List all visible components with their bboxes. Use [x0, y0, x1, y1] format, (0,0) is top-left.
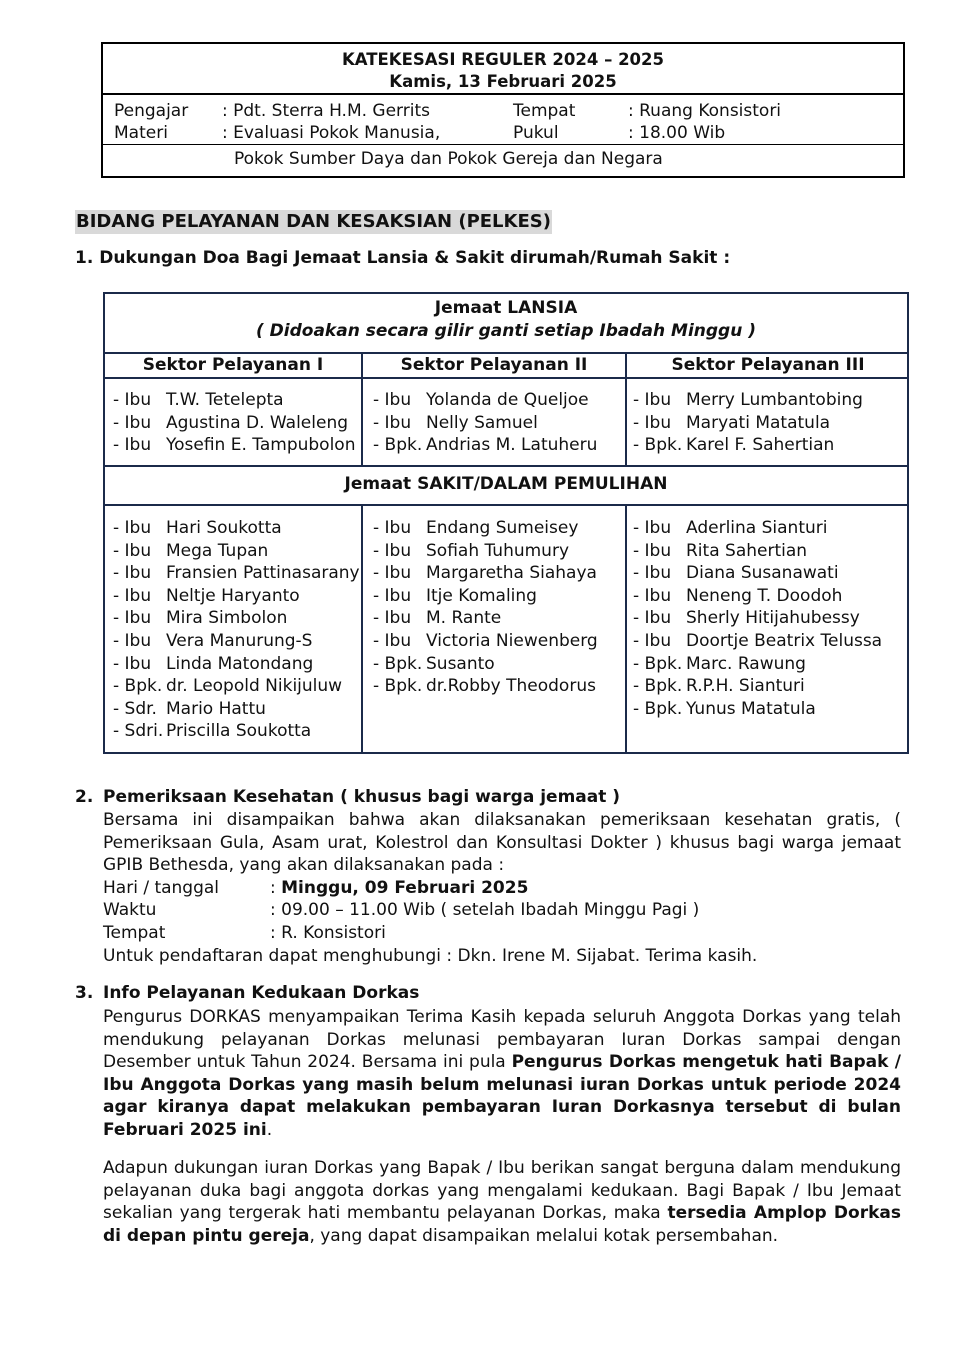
item3-paragraph-1 — [103, 1006, 901, 1142]
materi-label: Materi — [114, 123, 168, 143]
person-name: Neneng T. Doodoh — [686, 585, 843, 606]
lansia-sektor-1 — [113, 389, 355, 457]
title-prefix: - Bpk. — [373, 676, 423, 697]
tempat2-value: : R. Konsistori — [270, 923, 386, 943]
title-prefix: - Ibu — [113, 435, 152, 456]
list-item — [113, 653, 360, 676]
person-name: dr.Robby Theodorus — [426, 676, 596, 697]
pukul-label: Pukul — [513, 123, 559, 143]
title-prefix: - Ibu — [373, 563, 412, 584]
item3-paragraph-2 — [103, 1157, 901, 1247]
item2-number: 2. — [75, 787, 94, 807]
person-name: Endang Sumeisey — [426, 518, 579, 538]
title-prefix: - Bpk. — [373, 653, 423, 674]
katekesasi-title: KATEKESASI REGULER 2024 – 2025 — [341, 50, 665, 69]
list-item — [633, 630, 882, 653]
list-item — [373, 412, 597, 435]
title-prefix: - Ibu — [113, 630, 152, 651]
person-name: Linda Matondang — [166, 653, 314, 674]
list-item — [113, 585, 360, 608]
item2-footer: Untuk pendaftaran dapat menghubungi : Dkn. Irene M. Sijabat. Terima kasih. — [103, 946, 758, 966]
title-prefix: - Ibu — [633, 585, 672, 606]
list-item — [113, 562, 360, 585]
title-prefix: - Ibu — [633, 412, 672, 433]
title-prefix: - Ibu — [373, 540, 412, 561]
waktu-value: : 09.00 – 11.00 Wib ( setelah Ibadah Minggu Pagi ) — [270, 900, 700, 920]
materi-value: : Evaluasi Pokok Manusia, — [222, 123, 441, 143]
title-prefix: - Ibu — [113, 540, 152, 561]
title-prefix: - Ibu — [113, 608, 152, 629]
person-name: Marc. Rawung — [686, 653, 806, 674]
list-item — [113, 517, 360, 540]
person-name: Agustina D. Waleleng — [166, 412, 349, 433]
person-name: Sofiah Tuhumury — [426, 540, 570, 561]
person-name: Aderlina Sianturi — [686, 518, 828, 538]
divider — [625, 504, 627, 752]
list-item — [373, 517, 598, 540]
item2-title: Pemeriksaan Kesehatan ( khusus bagi warga jemaat ) — [103, 787, 621, 807]
title-prefix: - Ibu — [633, 390, 672, 410]
person-name: Mario Hattu — [166, 698, 266, 719]
person-name: Priscilla Soukotta — [166, 721, 312, 742]
person-name: Andrias M. Latuheru — [426, 435, 598, 456]
title-prefix: - Ibu — [373, 608, 412, 629]
item3-p1-bold: Pengurus Dorkas mengetuk hati Bapak / Ibu Anggota Dorkas yang masih belum melunasi iuran Dorkas untuk periode 2024 agar kiranya dapat melakukan pembayaran Iuran Dorkasnya tersebut di bulan Februari 2025 ini — [103, 1052, 902, 1140]
item3-title: Info Pelayanan Kedukaan Dorkas — [103, 983, 420, 1003]
katekesasi-header — [103, 44, 903, 89]
sakit-sektor-3 — [633, 517, 882, 720]
tempat-label: Tempat — [513, 101, 576, 121]
title-prefix: - Ibu — [373, 585, 412, 606]
person-name: Margaretha Siahaya — [426, 563, 597, 584]
title-prefix: - Ibu — [373, 412, 412, 433]
list-item — [113, 389, 355, 412]
sektor-header-2: Sektor Pelayanan II — [400, 355, 588, 375]
person-name: Susanto — [426, 653, 495, 674]
hari-row — [103, 877, 528, 900]
person-name: Karel F. Sahertian — [686, 435, 835, 456]
list-item — [633, 607, 882, 630]
list-item — [373, 630, 598, 653]
title-prefix: - Ibu — [633, 563, 672, 584]
list-item — [633, 412, 863, 435]
sakit-title: Jemaat SAKIT/DALAM PEMULIHAN — [344, 474, 668, 494]
title-prefix: - Ibu — [373, 390, 412, 410]
person-name: Diana Susanawati — [686, 563, 839, 584]
title-prefix: - Ibu — [113, 518, 152, 538]
sektor-header-1: Sektor Pelayanan I — [142, 355, 324, 375]
person-name: M. Rante — [426, 608, 502, 629]
person-name: Merry Lumbantobing — [686, 390, 863, 410]
person-name: T.W. Tetelepta — [166, 390, 284, 410]
title-prefix: - Bpk. — [113, 676, 163, 697]
list-item — [113, 434, 355, 457]
title-prefix: - Ibu — [113, 585, 152, 606]
lansia-subtitle: ( Didoakan secara gilir ganti setiap Ibadah Minggu ) — [255, 321, 757, 341]
item3-p2-text: Adapun dukungan iuran Dorkas yang Bapak / Ibu berikan sangat berguna dalam mendukung pelayanan duka bagi anggota dorkas yang mengalami kedukaan. Bagi Bapak / Ibu Jemaat sekalian yang tergerak hati membantu pelayanan Dorkas, maka — [103, 1158, 901, 1224]
list-item — [373, 434, 597, 457]
tempat2-label: Tempat — [103, 923, 166, 943]
list-item — [633, 562, 882, 585]
person-name: Vera Manurung-S — [166, 630, 313, 651]
title-prefix: - Bpk. — [633, 653, 683, 674]
item3-p2-end: , yang dapat disampaikan melalui kotak persembahan. — [309, 1225, 779, 1246]
title-prefix: - Ibu — [113, 412, 152, 433]
person-name: Yolanda de Queljoe — [426, 390, 589, 410]
person-name: Sherly Hitijahubessy — [686, 608, 860, 629]
person-name: Victoria Niewenberg — [426, 630, 598, 651]
list-item — [113, 607, 360, 630]
waktu-label: Waktu — [103, 900, 157, 920]
katekesasi-box — [101, 42, 905, 178]
title-prefix: - Bpk. — [633, 435, 683, 456]
person-name: Hari Soukotta — [166, 518, 282, 538]
person-name: Fransien Pattinasarany — [166, 563, 360, 584]
lansia-sektor-2 — [373, 389, 597, 457]
divider — [105, 465, 907, 467]
person-name: Rita Sahertian — [686, 540, 808, 561]
list-item — [113, 630, 360, 653]
list-item — [633, 585, 882, 608]
title-prefix: - Sdri. — [113, 721, 164, 742]
list-item — [373, 675, 598, 698]
tempat-value: : Ruang Konsistori — [628, 101, 782, 121]
person-name: Yunus Matatula — [686, 698, 816, 719]
title-prefix: - Ibu — [633, 608, 672, 629]
lansia-title: Jemaat LANSIA — [434, 298, 578, 318]
divider — [105, 377, 907, 379]
pengajar-label: Pengajar — [114, 101, 189, 121]
sektor-header-3: Sektor Pelayanan III — [671, 355, 865, 375]
list-item — [373, 607, 598, 630]
list-item — [113, 720, 360, 743]
list-item — [633, 434, 863, 457]
list-item — [373, 585, 598, 608]
materi-value-continued: Pokok Sumber Daya dan Pokok Gereja dan Negara — [234, 149, 663, 169]
person-name: Mega Tupan — [166, 540, 269, 561]
title-prefix: - Ibu — [113, 653, 152, 674]
title-prefix: - Ibu — [373, 630, 412, 651]
item2-paragraph: Bersama ini disampaikan bahwa akan dilaksanakan pemeriksaan kesehatan gratis, ( Pemeriksaan Gula, Asam urat, Kolestrol dan Konsultasi Dokter ) khusus bagi warga jemaat GPIB Bethesda, yang akan dilaksanakan pada : — [103, 810, 901, 876]
divider — [103, 93, 903, 95]
lansia-sektor-3 — [633, 389, 863, 457]
item3-p1-end: . — [266, 1119, 273, 1140]
sakit-sektor-2 — [373, 517, 598, 698]
hari-value: Minggu, 09 Februari 2025 — [281, 878, 529, 898]
title-prefix: - Bpk. — [633, 698, 683, 719]
list-item — [113, 698, 360, 721]
hari-label: Hari / tanggal — [103, 878, 220, 898]
item3-p1-text: Pengurus DORKAS menyampaikan Terima Kasih kepada seluruh Anggota Dorkas yang telah mendukung pelayanan Dorkas melunasi pembayaran Iuran Dorkas sampai dengan Desember untuk Tahun 2024. Bersama ini pula — [103, 1007, 901, 1073]
title-prefix: - Ibu — [633, 630, 672, 651]
list-item — [113, 540, 360, 563]
hari-colon: : — [270, 878, 282, 898]
list-item — [113, 675, 360, 698]
person-name: Doortje Beatrix Telussa — [686, 630, 883, 651]
pukul-value: : 18.00 Wib — [628, 123, 726, 143]
title-prefix: - Ibu — [633, 540, 672, 561]
divider — [361, 504, 363, 752]
title-prefix: - Bpk. — [633, 676, 683, 697]
person-name: Neltje Haryanto — [166, 585, 300, 606]
list-item — [373, 540, 598, 563]
person-name: Maryati Matatula — [686, 412, 831, 433]
person-name: Mira Simbolon — [166, 608, 288, 629]
list-item — [633, 389, 863, 412]
title-prefix: - Ibu — [373, 518, 412, 538]
section-title: BIDANG PELAYANAN DAN KESAKSIAN (PELKES) — [76, 211, 551, 232]
item3-p2-bold: tersedia Amplop Dorkas di depan pintu gereja — [103, 1203, 901, 1246]
list-item — [633, 675, 882, 698]
list-item — [113, 412, 355, 435]
list-item — [633, 698, 882, 721]
title-prefix: - Ibu — [633, 518, 672, 538]
list-item — [373, 562, 598, 585]
waktu-row — [103, 899, 699, 922]
list-item — [373, 653, 598, 676]
list-item — [633, 540, 882, 563]
item3-number: 3. — [75, 983, 94, 1003]
person-name: dr. Leopold Nikijuluw — [166, 676, 343, 697]
pengajar-value: : Pdt. Sterra H.M. Gerrits — [222, 101, 430, 121]
jemaat-table — [103, 292, 909, 754]
title-prefix: - Ibu — [113, 563, 152, 584]
title-prefix: - Sdr. — [113, 698, 157, 719]
list-item — [633, 517, 882, 540]
item1-title: 1. Dukungan Doa Bagi Jemaat Lansia & Sakit dirumah/Rumah Sakit : — [75, 248, 731, 268]
list-item — [633, 653, 882, 676]
person-name: Yosefin E. Tampubolon — [166, 435, 356, 456]
divider — [103, 144, 903, 145]
sakit-sektor-1 — [113, 517, 360, 743]
tempat-row — [103, 922, 386, 945]
title-prefix: - Ibu — [113, 390, 152, 410]
person-name: R.P.H. Sianturi — [686, 676, 805, 697]
katekesasi-date: Kamis, 13 Februari 2025 — [389, 72, 617, 91]
person-name: Nelly Samuel — [426, 412, 538, 433]
list-item — [373, 389, 597, 412]
person-name: Itje Komaling — [426, 585, 537, 606]
divider — [105, 504, 907, 506]
title-prefix: - Bpk. — [373, 435, 423, 456]
